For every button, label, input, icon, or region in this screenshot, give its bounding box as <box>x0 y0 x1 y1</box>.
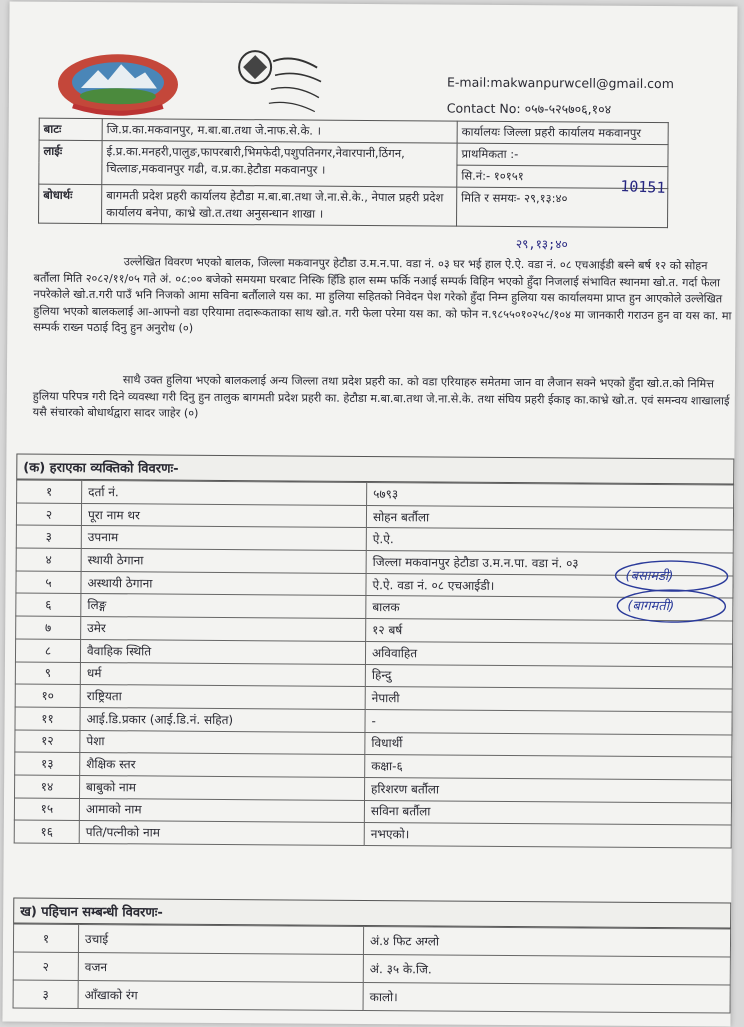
row-field: पेशा <box>80 730 365 755</box>
row-serial: ५ <box>16 571 81 594</box>
date-time-field: मिति र समयः- २९,१३:४० <box>457 187 668 227</box>
row-serial: २ <box>13 952 78 980</box>
row-field: अस्थायी ठेगाना <box>81 571 366 596</box>
row-value: ५७९३ <box>367 482 734 507</box>
row-serial: १३ <box>15 752 80 775</box>
row-value: हिन्दु <box>365 664 732 689</box>
row-serial: ३ <box>16 525 81 548</box>
reference-number: सि.नं:- १०१५१ <box>457 165 668 188</box>
row-serial: १४ <box>15 775 80 798</box>
row-field: पति/पत्नीको नाम <box>79 821 364 846</box>
row-serial: ११ <box>15 707 80 730</box>
body-paragraph-1: उल्लेखित विवरण भएको बालक, जिल्ला मकवानपुर हेटौडा उ.म.न.पा. वडा नं. ०३ घर भई हाल ऐ.ऐ. वडा नं. ०८ एचआईडी बस्ने बर्ष १२ को सोहन बर्तौला मिति २०८२/११/०५ गते अं. ०८:०० बजेको समयमा घरबाट निस्कि हिँडि हाल सम्म फर्कि नआई सम्पर्क विहिन भएको हुँदा निजलाई संभावित स्थानमा खो.त. गर्दा फेला नपरेकोले खो.त.गरी पाउँ भनि निजको आमा सविना बर्तौलाले यस का. मा हुलिया सहितको निवेदन पेश गरेको हुँदा निम्न हुलिया यस कार्यालयमा प्राप्त हुन आएकोले उल्लेखित हुलिया भएको बालकलाई आ-आफ्नो वडा एरियामा तदारूकताका साथ खो.त. गरी फेला परेमा यस का. को फोन न.९८५५०१०२५८/१०४ मा जानकारी गराउन हुन वा यस का. मा सम्पर्क राख्न पठाई दिनु हुन अनुरोध (०) <box>33 255 732 335</box>
row-serial: १५ <box>14 798 79 821</box>
row-value: कक्षा-६ <box>365 755 732 780</box>
row-value: १२ बर्ष <box>366 619 733 644</box>
handwritten-number: 10151 <box>619 176 666 197</box>
row-serial: ६ <box>16 593 81 616</box>
section-a-title: (क) हराएका व्यक्तिको विवरणः- <box>16 454 734 485</box>
row-field: राष्ट्रियता <box>80 685 365 710</box>
row-field: लिङ्ग <box>81 594 366 619</box>
row-serial: ९ <box>15 662 80 685</box>
handwritten-time: २९,१३;४० <box>515 237 568 252</box>
row-value: बालक <box>366 596 733 621</box>
row-value: अविवाहित <box>365 641 732 666</box>
row-field: उचाई <box>78 924 363 954</box>
row-serial: ४ <box>16 548 81 571</box>
to-label: लाईः <box>39 140 102 184</box>
row-value: ऐ.ऐ. वडा नं. ०८ एचआईडी। <box>366 573 733 598</box>
contact-number: Contact No: ०५७-५२५७०६,१०४ <box>446 100 612 117</box>
row-value: ऐ.ऐ. <box>366 528 733 553</box>
row-value: कालो। <box>363 982 730 1013</box>
info-label: बोधार्थः <box>39 184 102 223</box>
row-serial: ८ <box>15 639 80 662</box>
letter-header-table <box>38 118 669 228</box>
body-paragraph-2: साथै उक्त हुलिया भएको बालकलाई अन्य जिल्ला तथा प्रदेश प्रहरी का. को वडा एरियाहरु समेतमा जान वा लैजान सक्ने भएको हुँदा खो.त.को निमित्त हुलिया परिपत्र गरी दिने व्यवस्था गरी दिनु हुन तालुक बागमती प्रदेश प्रहरी का. हेटौडा म.बा.बा.तथा जे.ना.से.के. तथा संघिय प्रहरी ईकाइ का.काभ्रे खो.त. एवं समन्वय शाखालाई यसै संचारको बोधार्थद्वारा सादर जाहेर (०) <box>32 373 730 420</box>
nepal-emblem-logo <box>53 46 183 119</box>
row-field: बाबुको नाम <box>80 775 365 800</box>
row-serial: १ <box>13 924 78 952</box>
missing-person-table <box>14 480 735 849</box>
row-serial: ३ <box>13 980 78 1008</box>
row-serial: २ <box>16 503 81 526</box>
handwritten-annotation <box>609 558 737 633</box>
missing-person-section <box>14 454 735 849</box>
priority-field: प्राथमिकता :- <box>457 143 668 166</box>
row-field: आई.डि.प्रकार (आई.डि.नं. सहित) <box>80 707 365 732</box>
row-value: हरिशरण बर्तौला <box>365 777 732 802</box>
identification-table <box>13 924 732 1014</box>
to-value: ई.प्र.का.मनहरी,पालुङ,फापरबारी,भिमफेदी,पशुपतिनगर,नेवारपानी,ठिंगन, चित्लाङ,मकवानपुर गढी, व.प्र.का.हेटौडा मकवानपुर । <box>102 141 457 187</box>
row-field: पूरा नाम थर <box>81 503 366 528</box>
row-serial: ७ <box>16 616 81 639</box>
row-field: शैक्षिक स्तर <box>80 753 365 778</box>
row-value: नभएको। <box>364 823 731 848</box>
identification-section <box>13 898 732 1014</box>
row-field: स्थायी ठेगाना <box>81 549 366 574</box>
row-value: - <box>365 709 732 734</box>
table-row <box>14 820 731 848</box>
row-value: अं. ३५ के.जि. <box>363 954 730 985</box>
row-field: आँखाको रंग <box>78 980 363 1010</box>
row-serial: १२ <box>15 730 80 753</box>
row-value: नेपाली <box>365 687 732 712</box>
row-value: सविना बर्तौला <box>364 800 731 825</box>
info-value: बागमती प्रदेश प्रहरी कार्यालय हेटौडा म.बा.बा.तथा जे.ना.से.के., नेपाल प्रहरी प्रदेश कार्यालय बनेपा, काभ्रे खो.त.तथा अनुसन्धान शाखा । <box>102 185 457 226</box>
row-field: दर्ता नं. <box>82 480 367 505</box>
row-field: धर्म <box>80 662 365 687</box>
handwritten-note-2: (बागमती) <box>627 598 675 615</box>
row-value: सोहन बर्तौला <box>366 505 733 530</box>
row-value: अं.४ फिट अग्लो <box>363 926 730 957</box>
row-field: उपनाम <box>81 526 366 551</box>
police-logo <box>221 45 332 120</box>
row-field: वजन <box>78 952 363 982</box>
row-serial: १६ <box>14 820 79 843</box>
from-label: बाटः <box>39 118 102 140</box>
table-row <box>13 980 730 1013</box>
row-value: जिल्ला मकवानपुर हेटौडा उ.म.न.पा. वडा नं. ०३ <box>366 551 733 576</box>
row-serial: १ <box>17 480 82 503</box>
row-field: आमाको नाम <box>79 798 364 823</box>
email-text: E-mail:makwanpurwcell@gmail.com <box>446 74 674 92</box>
row-field: उमेर <box>81 617 366 642</box>
handwritten-note-1: (बसामडी) <box>625 568 674 585</box>
row-value: विधार्थी <box>365 732 732 757</box>
from-value: जि.प्र.का.मकवानपुर, म.बा.बा.तथा जे.नाफ.से.के. । <box>102 119 457 143</box>
office-name: कार्यालयः जिल्ला प्रहरी कार्यालय मकवानपुर <box>457 121 668 144</box>
row-serial: १० <box>15 684 80 707</box>
section-b-title: ख) पहिचान सम्बन्धी विवरणः- <box>13 898 731 929</box>
document-page <box>2 1 737 1026</box>
row-field: वैवाहिक स्थिति <box>80 639 365 664</box>
